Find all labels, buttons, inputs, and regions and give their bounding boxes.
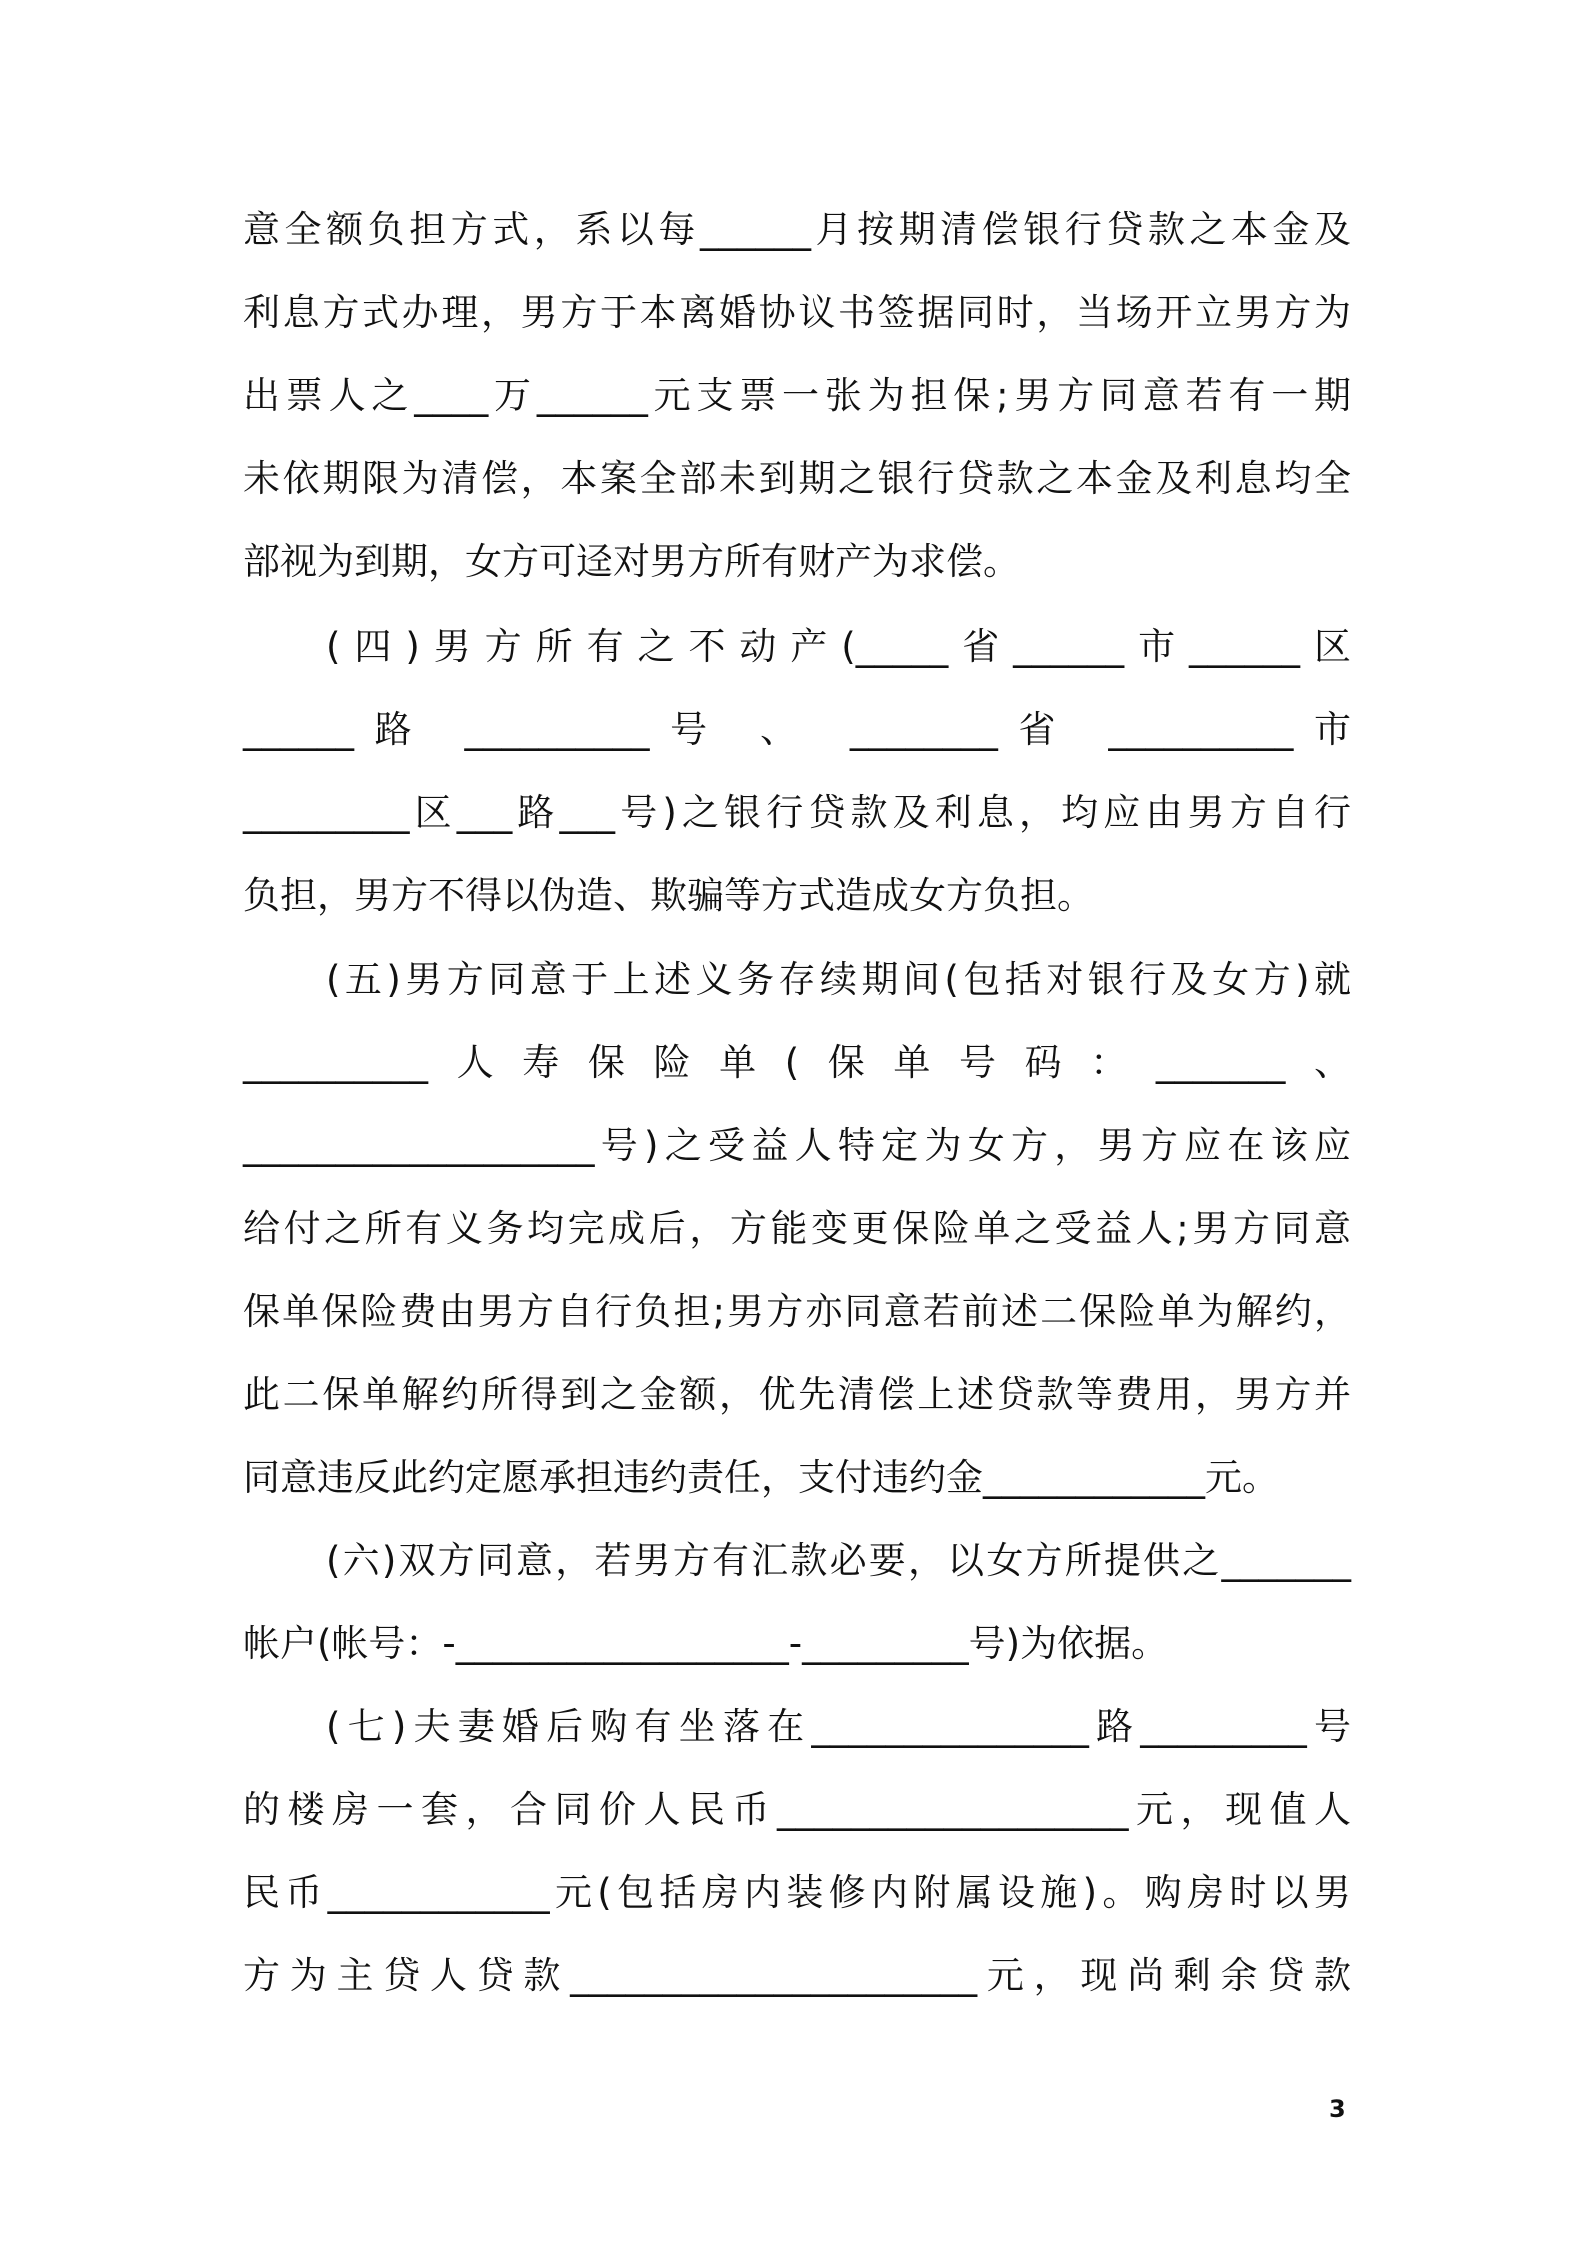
paragraph-line: 给付之所有义务均完成后，方能变更保险单之受益人;男方同意 xyxy=(243,1207,1351,1250)
clause-five-heading-line: (五)男方同意于上述义务存续期间(包括对银行及女方)就 xyxy=(326,958,1351,1001)
paragraph-line: 方为主贷人贷款______________________元，现尚剩余贷款 xyxy=(243,1954,1351,1997)
paragraph-line: 保单保险费由男方自行负担;男方亦同意若前述二保险单为解约， xyxy=(243,1290,1351,1333)
paragraph-line: _________区___路___号)之银行贷款及利息，均应由男方自行 xyxy=(243,791,1351,834)
paragraph-line: 未依期限为清偿，本案全部未到期之银行贷款之本金及利息均全 xyxy=(243,457,1351,500)
paragraph-line: 部视为到期，女方可迳对男方所有财产为求偿。 xyxy=(243,540,1020,583)
paragraph-line: ______路 __________号 、 ________省 __________市 xyxy=(243,708,1351,751)
paragraph-line: 出票人之____万______元支票一张为担保;男方同意若有一期 xyxy=(243,374,1351,417)
paragraph-line: 帐户(帐号：-__________________-_________号)为依据。 xyxy=(243,1622,1169,1665)
clause-four-heading-line: (四)男方所有之不动产(_____省______市______区 xyxy=(326,625,1351,668)
paragraph-line: __________人寿保险单(保单号码：_______、 xyxy=(243,1041,1351,1084)
paragraph-line: 同意违反此约定愿承担违约责任，支付违约金____________元。 xyxy=(243,1456,1279,1499)
paragraph-line: 负担，男方不得以伪造、欺骗等方式造成女方负担。 xyxy=(243,874,1094,917)
clause-seven-heading-line: (七)夫妻婚后购有坐落在_______________路_________号 xyxy=(326,1705,1351,1748)
paragraph-line: 利息方式办理，男方于本离婚协议书签据同时，当场开立男方为 xyxy=(243,291,1351,334)
paragraph-line: 意全额负担方式，系以每______月按期清偿银行贷款之本金及 xyxy=(243,208,1351,251)
paragraph-line: 此二保单解约所得到之金额，优先清偿上述贷款等费用，男方并 xyxy=(243,1373,1351,1416)
paragraph-line: 的楼房一套，合同价人民币___________________元，现值人 xyxy=(243,1788,1351,1831)
clause-six-heading-line: (六)双方同意，若男方有汇款必要，以女方所提供之_______ xyxy=(326,1539,1351,1582)
paragraph-line: 民币____________元(包括房内装修内附属设施)。购房时以男 xyxy=(243,1871,1351,1914)
page-number: 3 xyxy=(1329,2095,1346,2123)
paragraph-line: ___________________号)之受益人特定为女方，男方应在该应 xyxy=(243,1124,1351,1167)
